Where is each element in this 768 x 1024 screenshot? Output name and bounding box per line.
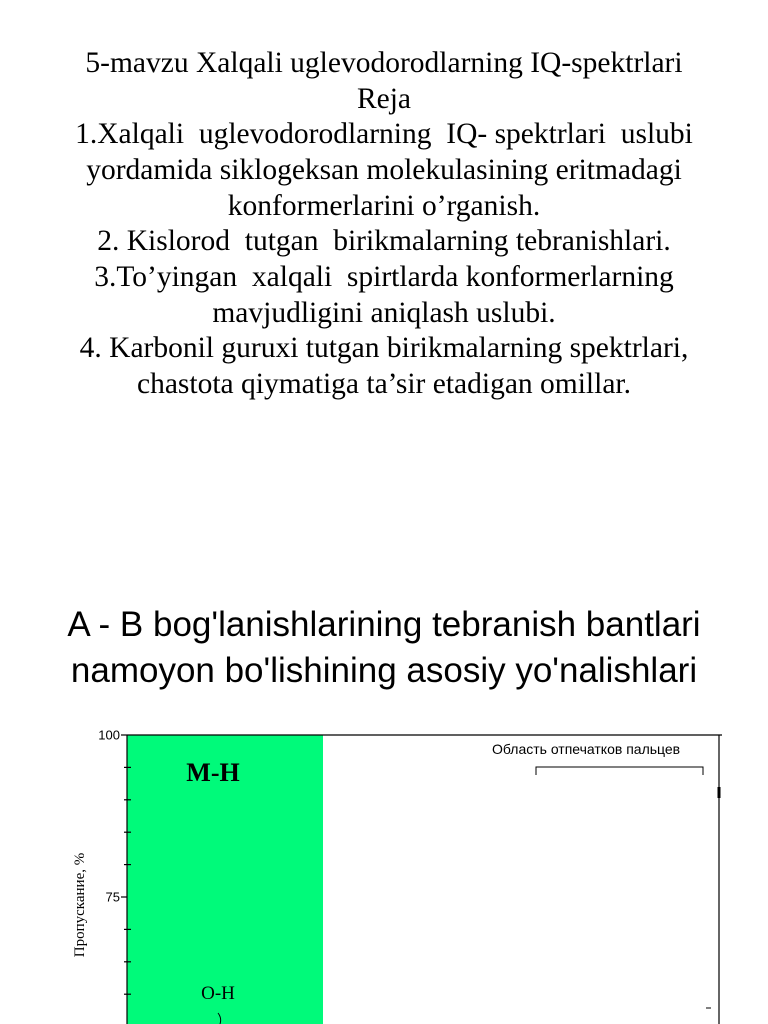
plan-item-line: mavjudligini aniqlash uslubi. — [212, 296, 556, 329]
section-heading-line: A - B bog'lanishlarining tebranish bantlari — [67, 605, 701, 644]
plan-item-line: yordamida siklogeksan molekulasining eritmadagi — [86, 154, 682, 187]
plan-item — [0, 331, 768, 402]
plan-item-line: 1.Xalqali uglevodorodlarning IQ- spektrlari uslubi — [75, 118, 693, 151]
plan-item — [0, 260, 768, 331]
section-heading — [0, 602, 768, 694]
section-heading-line: namoyon bo'lishining asosiy yo'nalishlari — [70, 651, 698, 690]
fingerprint-region-bracket — [536, 767, 703, 775]
plan-item-line: chastota qiymatiga ta’sir etadigan omillar. — [137, 368, 631, 401]
fingerprint-region-label: Область отпечатков пальцев — [492, 741, 681, 757]
topic-title: 5-mavzu Xalqali uglevodorodlarning IQ-spektrlari — [85, 47, 683, 79]
plan-item — [0, 117, 768, 224]
plan-heading: Reja — [356, 82, 412, 115]
plan-item-line: 3.To’yingan xalqali spirtlarda konformerlarning — [94, 261, 674, 294]
plan-item-line: konformerlarini o’rganish. — [227, 189, 541, 222]
ir-spectrum-figure — [0, 700, 768, 1024]
y-axis-tick-label: 100 — [98, 727, 120, 743]
plan-item — [0, 224, 768, 260]
m-h-region-label: M-H — [186, 758, 240, 787]
o-h-band-label: O-H — [201, 983, 235, 1004]
plan-item-line: 4. Karbonil guruxi tutgan birikmalarning spektrlari, — [79, 332, 689, 365]
plan-item-line: 2. Kislorod tutgan birikmalarning tebranishlari. — [97, 225, 671, 258]
topic-plan — [0, 46, 768, 403]
y-axis-label: Пропускание, % — [72, 852, 88, 958]
y-axis-ticks — [98, 728, 131, 995]
y-axis-tick-label: 75 — [105, 889, 120, 905]
